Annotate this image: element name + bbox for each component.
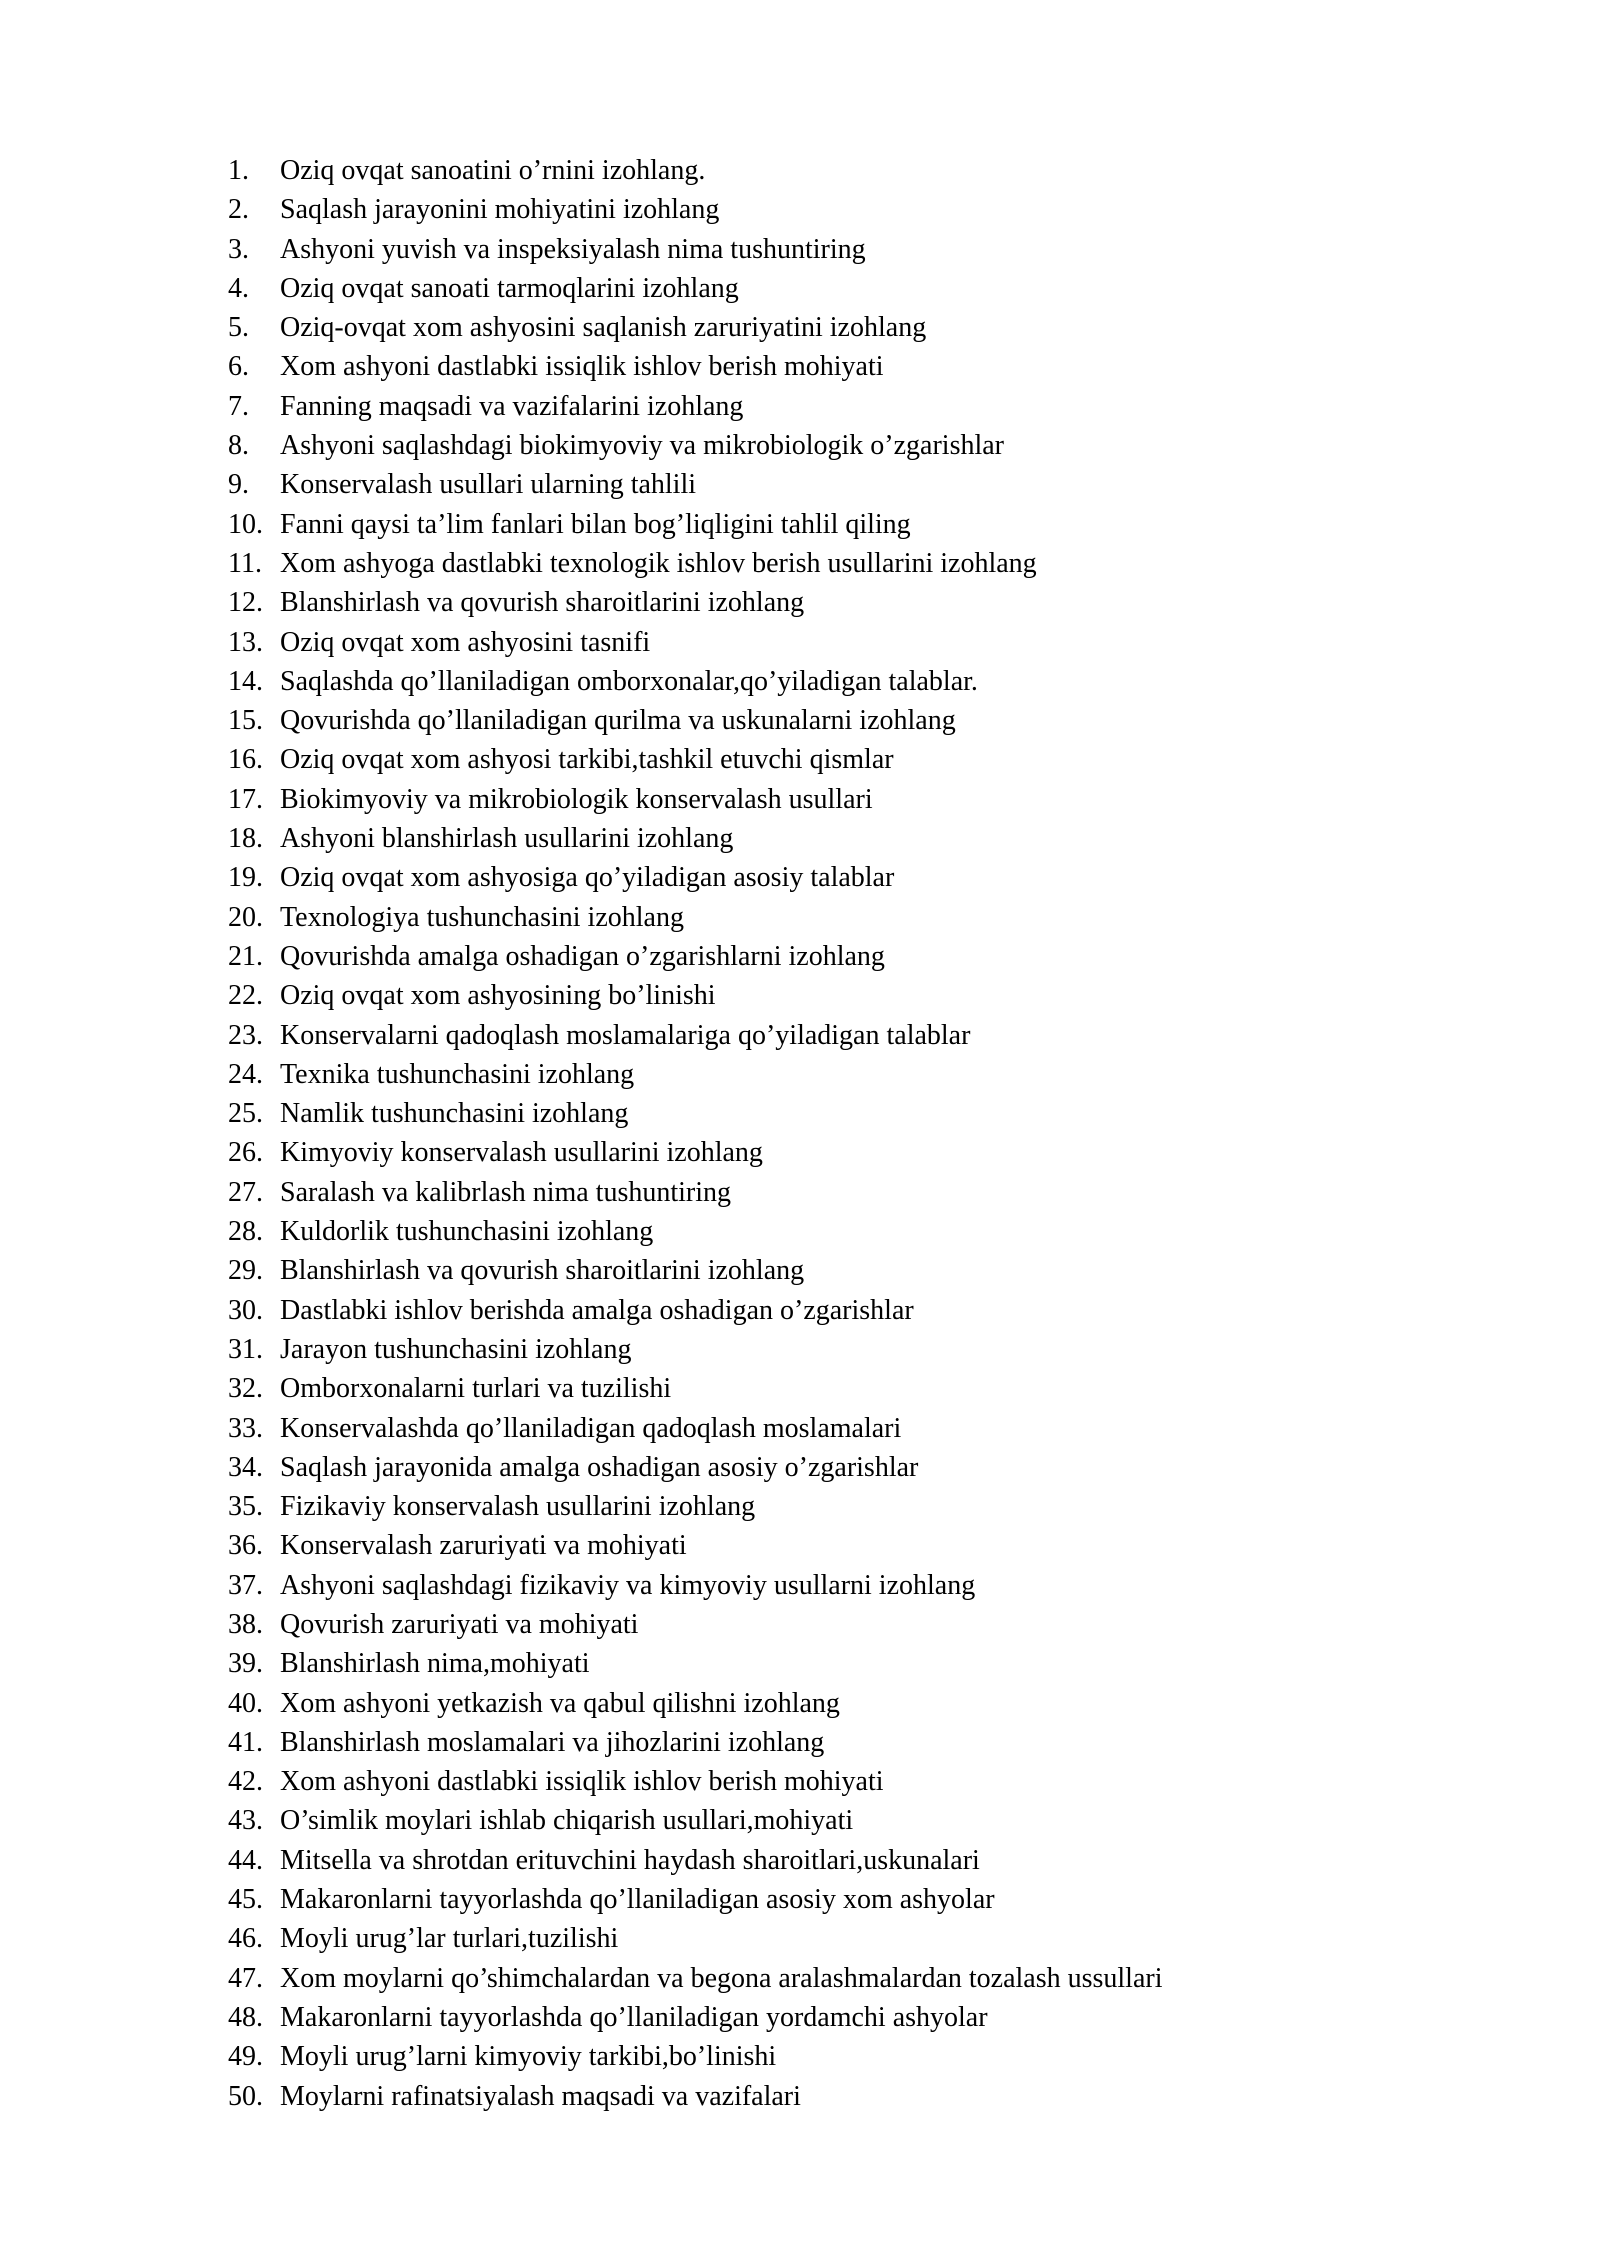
- question-text: Blanshirlash va qovurish sharoitlarini izohlang: [280, 1255, 805, 1287]
- question-text: Konservalarni qadoqlash moslamalariga qo’yiladigan talablar: [280, 1019, 971, 1051]
- question-text: Kuldorlik tushunchasini izohlang: [280, 1216, 654, 1248]
- question-number: 39.: [228, 1648, 263, 1680]
- question-number: 25.: [228, 1098, 263, 1130]
- question-text: Oziq-ovqat xom ashyosini saqlanish zaruriyatini izohlang: [280, 312, 927, 344]
- question-number: 43.: [228, 1805, 263, 1837]
- question-text: Oziq ovqat xom ashyosiga qo’yiladigan asosiy talablar: [280, 862, 895, 894]
- question-text: Oziq ovqat xom ashyosi tarkibi,tashkil etuvchi qismlar: [280, 744, 894, 776]
- question-text: Texnologiya tushunchasini izohlang: [280, 901, 684, 933]
- question-text: Ashyoni saqlashdagi biokimyoviy va mikrobiologik o’zgarishlar: [280, 430, 1005, 462]
- question-number: 24.: [228, 1058, 263, 1090]
- question-text: Oziq ovqat sanoatini o’rnini izohlang.: [280, 155, 706, 186]
- question-number: 8.: [228, 430, 249, 462]
- question-item: [228, 1094, 1163, 1133]
- question-item: [228, 1487, 1163, 1526]
- question-item: [228, 1919, 1163, 1958]
- question-text: Konservalash zaruriyati va mohiyati: [280, 1530, 687, 1562]
- question-number: 44.: [228, 1844, 263, 1876]
- question-item: [228, 151, 1163, 190]
- question-item: [228, 308, 1163, 347]
- question-text: Namlik tushunchasini izohlang: [280, 1098, 629, 1130]
- question-item: [228, 505, 1163, 544]
- question-item: [228, 1016, 1163, 1055]
- question-text: Blanshirlash nima,mohiyati: [280, 1648, 590, 1680]
- question-number: 23.: [228, 1019, 263, 1051]
- question-number: 33.: [228, 1412, 263, 1444]
- question-text: Qovurishda amalga oshadigan o’zgarishlarni izohlang: [280, 940, 885, 972]
- question-number: 22.: [228, 980, 263, 1012]
- question-number: 12.: [228, 587, 263, 619]
- question-item: [228, 1605, 1163, 1644]
- question-text: Blanshirlash va qovurish sharoitlarini izohlang: [280, 587, 805, 619]
- question-item: [228, 662, 1163, 701]
- question-number: 9.: [228, 469, 249, 501]
- question-number: 29.: [228, 1255, 263, 1287]
- question-item: [228, 1448, 1163, 1487]
- question-item: [228, 976, 1163, 1015]
- question-item: [228, 1369, 1163, 1408]
- question-text: Konservalashda qo’llaniladigan qadoqlash moslamalari: [280, 1412, 902, 1444]
- question-item: [228, 347, 1163, 386]
- question-number: 3.: [228, 233, 249, 265]
- question-text: Qovurish zaruriyati va mohiyati: [280, 1608, 639, 1640]
- question-item: [228, 937, 1163, 976]
- question-item: [228, 2037, 1163, 2076]
- question-text: Oziq ovqat sanoati tarmoqlarini izohlang: [280, 272, 739, 304]
- question-number: 17.: [228, 783, 263, 815]
- question-item: [228, 465, 1163, 504]
- question-text: Makaronlarni tayyorlashda qo’llaniladigan asosiy xom ashyolar: [280, 1884, 995, 1916]
- question-text: Kimyoviy konservalash usullarini izohlang: [280, 1137, 763, 1169]
- question-number: 36.: [228, 1530, 263, 1562]
- question-number: 15.: [228, 705, 263, 737]
- question-number: 41.: [228, 1726, 263, 1758]
- question-text: Fanning maqsadi va vazifalarini izohlang: [280, 390, 744, 422]
- question-item: [228, 1644, 1163, 1683]
- question-text: Mitsella va shrotdan erituvchini haydash sharoitlari,uskunalari: [280, 1844, 980, 1876]
- question-number: 27.: [228, 1176, 263, 1208]
- question-number: 26.: [228, 1137, 263, 1169]
- question-text: Xom ashyoni dastlabki issiqlik ishlov berish mohiyati: [280, 1766, 884, 1798]
- question-text: Qovurishda qo’llaniladigan qurilma va uskunalarni izohlang: [280, 705, 956, 737]
- question-text: Xom moylarni qo’shimchalardan va begona aralashmalardan tozalash ussullari: [280, 1962, 1163, 1994]
- question-number: 18.: [228, 823, 263, 855]
- question-item: [228, 1526, 1163, 1565]
- question-text: Biokimyoviy va mikrobiologik konservalash usullari: [280, 783, 873, 815]
- question-text: Makaronlarni tayyorlashda qo’llaniladigan yordamchi ashyolar: [280, 2001, 988, 2033]
- question-number: 2.: [228, 194, 249, 226]
- question-text: Xom ashyoni yetkazish va qabul qilishni izohlang: [280, 1687, 840, 1719]
- question-text: Saqlashda qo’llaniladigan omborxonalar,qo’yiladigan talablar.: [280, 665, 978, 697]
- question-text: Saqlash jarayonini mohiyatini izohlang: [280, 194, 720, 226]
- question-item: [228, 740, 1163, 779]
- question-number: 16.: [228, 744, 263, 776]
- question-number: 6.: [228, 351, 249, 383]
- question-text: Blanshirlash moslamalari va jihozlarini izohlang: [280, 1726, 825, 1758]
- question-number: 50.: [228, 2080, 263, 2112]
- question-text: Konservalash usullari ularning tahlili: [280, 469, 697, 501]
- question-number: 28.: [228, 1216, 263, 1248]
- question-number: 19.: [228, 862, 263, 894]
- question-text: Ashyoni yuvish va inspeksiyalash nima tushuntiring: [280, 233, 866, 265]
- question-text: Moyli urug’lar turlari,tuzilishi: [280, 1923, 619, 1955]
- question-item: [228, 1684, 1163, 1723]
- question-number: 10.: [228, 508, 263, 540]
- question-number: 40.: [228, 1687, 263, 1719]
- question-item: [228, 583, 1163, 622]
- question-item: [228, 1409, 1163, 1448]
- question-text: Dastlabki ishlov berishda amalga oshadigan o’zgarishlar: [280, 1294, 914, 1326]
- question-item: [228, 387, 1163, 426]
- question-item: [228, 819, 1163, 858]
- question-number: 46.: [228, 1923, 263, 1955]
- question-number: 45.: [228, 1884, 263, 1916]
- question-item: [228, 898, 1163, 937]
- question-item: [228, 623, 1163, 662]
- question-number: 20.: [228, 901, 263, 933]
- question-number: 32.: [228, 1373, 263, 1405]
- question-item: [228, 1212, 1163, 1251]
- question-text: Xom ashyoga dastlabki texnologik ishlov berish usullarini izohlang: [280, 547, 1037, 579]
- question-item: [228, 1880, 1163, 1919]
- question-number: 37.: [228, 1569, 263, 1601]
- question-text: Oziq ovqat xom ashyosining bo’linishi: [280, 980, 716, 1012]
- question-item: [228, 2077, 1163, 2116]
- question-item: [228, 1055, 1163, 1094]
- question-item: [228, 858, 1163, 897]
- question-text: Texnika tushunchasini izohlang: [280, 1058, 635, 1090]
- question-text: Fizikaviy konservalash usullarini izohlang: [280, 1491, 756, 1523]
- question-number: 4.: [228, 272, 249, 304]
- question-number: 49.: [228, 2041, 263, 2073]
- question-item: [228, 1723, 1163, 1762]
- question-number: 11.: [228, 547, 262, 579]
- question-number: 31.: [228, 1333, 263, 1365]
- question-item: [228, 230, 1163, 269]
- question-item: [228, 1133, 1163, 1172]
- question-number: 7.: [228, 390, 249, 422]
- question-item: [228, 1251, 1163, 1290]
- question-item: [228, 1566, 1163, 1605]
- question-text: Fanni qaysi ta’lim fanlari bilan bog’liqligini tahlil qiling: [280, 508, 911, 540]
- question-item: [228, 1959, 1163, 1998]
- question-item: [228, 1330, 1163, 1369]
- question-number: 38.: [228, 1608, 263, 1640]
- question-number: 42.: [228, 1766, 263, 1798]
- question-item: [228, 1841, 1163, 1880]
- question-text: Ashyoni blanshirlash usullarini izohlang: [280, 823, 734, 855]
- question-text: Saqlash jarayonida amalga oshadigan asosiy o’zgarishlar: [280, 1451, 919, 1483]
- question-item: [228, 426, 1163, 465]
- question-number: 5.: [228, 312, 249, 344]
- question-item: [228, 701, 1163, 740]
- question-item: [228, 1762, 1163, 1801]
- question-number: 47.: [228, 1962, 263, 1994]
- question-number: 14.: [228, 665, 263, 697]
- question-item: [228, 1801, 1163, 1840]
- question-number: 30.: [228, 1294, 263, 1326]
- question-item: [228, 190, 1163, 229]
- question-number: 21.: [228, 940, 263, 972]
- question-text: Moylarni rafinatsiyalash maqsadi va vazifalari: [280, 2080, 801, 2112]
- question-list: [228, 151, 1163, 2116]
- question-text: Moyli urug’larni kimyoviy tarkibi,bo’linishi: [280, 2041, 777, 2073]
- question-number: 13.: [228, 626, 263, 658]
- question-text: O’simlik moylari ishlab chiqarish usullari,mohiyati: [280, 1805, 854, 1837]
- question-item: [228, 1998, 1163, 2037]
- question-item: [228, 1291, 1163, 1330]
- question-text: Omborxonalarni turlari va tuzilishi: [280, 1373, 672, 1405]
- question-text: Jarayon tushunchasini izohlang: [280, 1333, 632, 1365]
- question-number: 34.: [228, 1451, 263, 1483]
- question-item: [228, 544, 1163, 583]
- question-text: Xom ashyoni dastlabki issiqlik ishlov berish mohiyati: [280, 351, 884, 383]
- question-number: 35.: [228, 1491, 263, 1523]
- question-item: [228, 780, 1163, 819]
- question-number: 48.: [228, 2001, 263, 2033]
- question-item: [228, 269, 1163, 308]
- question-text: Saralash va kalibrlash nima tushuntiring: [280, 1176, 732, 1208]
- question-text: Ashyoni saqlashdagi fizikaviy va kimyoviy usullarni izohlang: [280, 1569, 976, 1601]
- question-item: [228, 1173, 1163, 1212]
- question-number: 1.: [228, 155, 249, 186]
- question-text: Oziq ovqat xom ashyosini tasnifi: [280, 626, 651, 658]
